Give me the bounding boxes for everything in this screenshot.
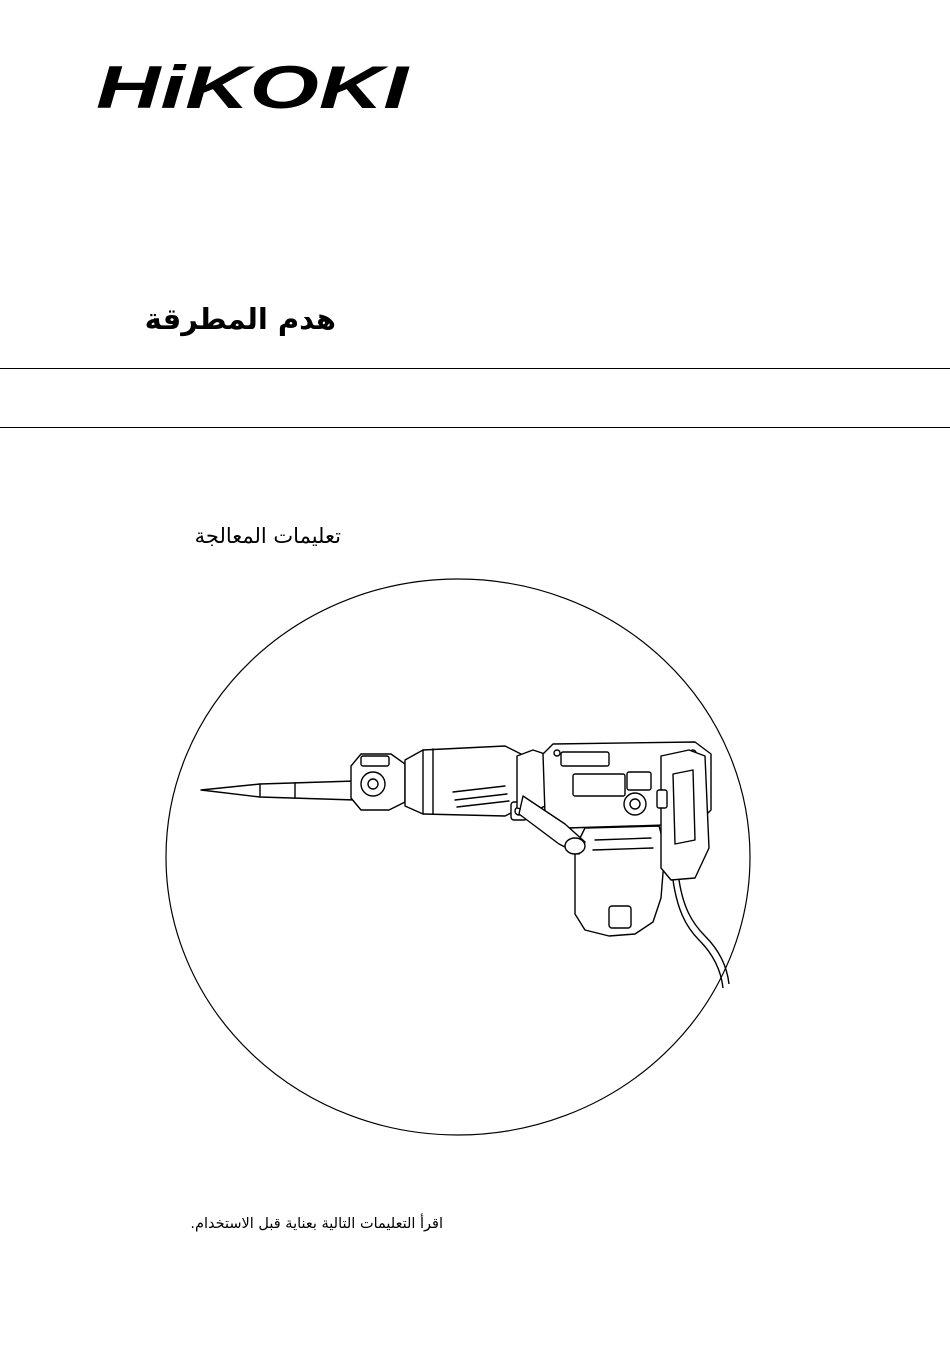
divider-top bbox=[0, 368, 950, 369]
product-illustration bbox=[165, 578, 751, 1136]
demolition-hammer-icon bbox=[165, 578, 751, 1136]
divider-bottom bbox=[0, 427, 950, 428]
svg-text:HiKOKI: HiKOKI bbox=[96, 62, 410, 114]
brand-logo bbox=[96, 62, 410, 114]
product-title: هدم المطرقة bbox=[144, 302, 336, 336]
read-instructions-note: اقرأ التعليمات التالية بعناية قبل الاستخدام. bbox=[190, 1216, 443, 1232]
manual-subtitle: تعليمات المعالجة bbox=[194, 524, 341, 548]
